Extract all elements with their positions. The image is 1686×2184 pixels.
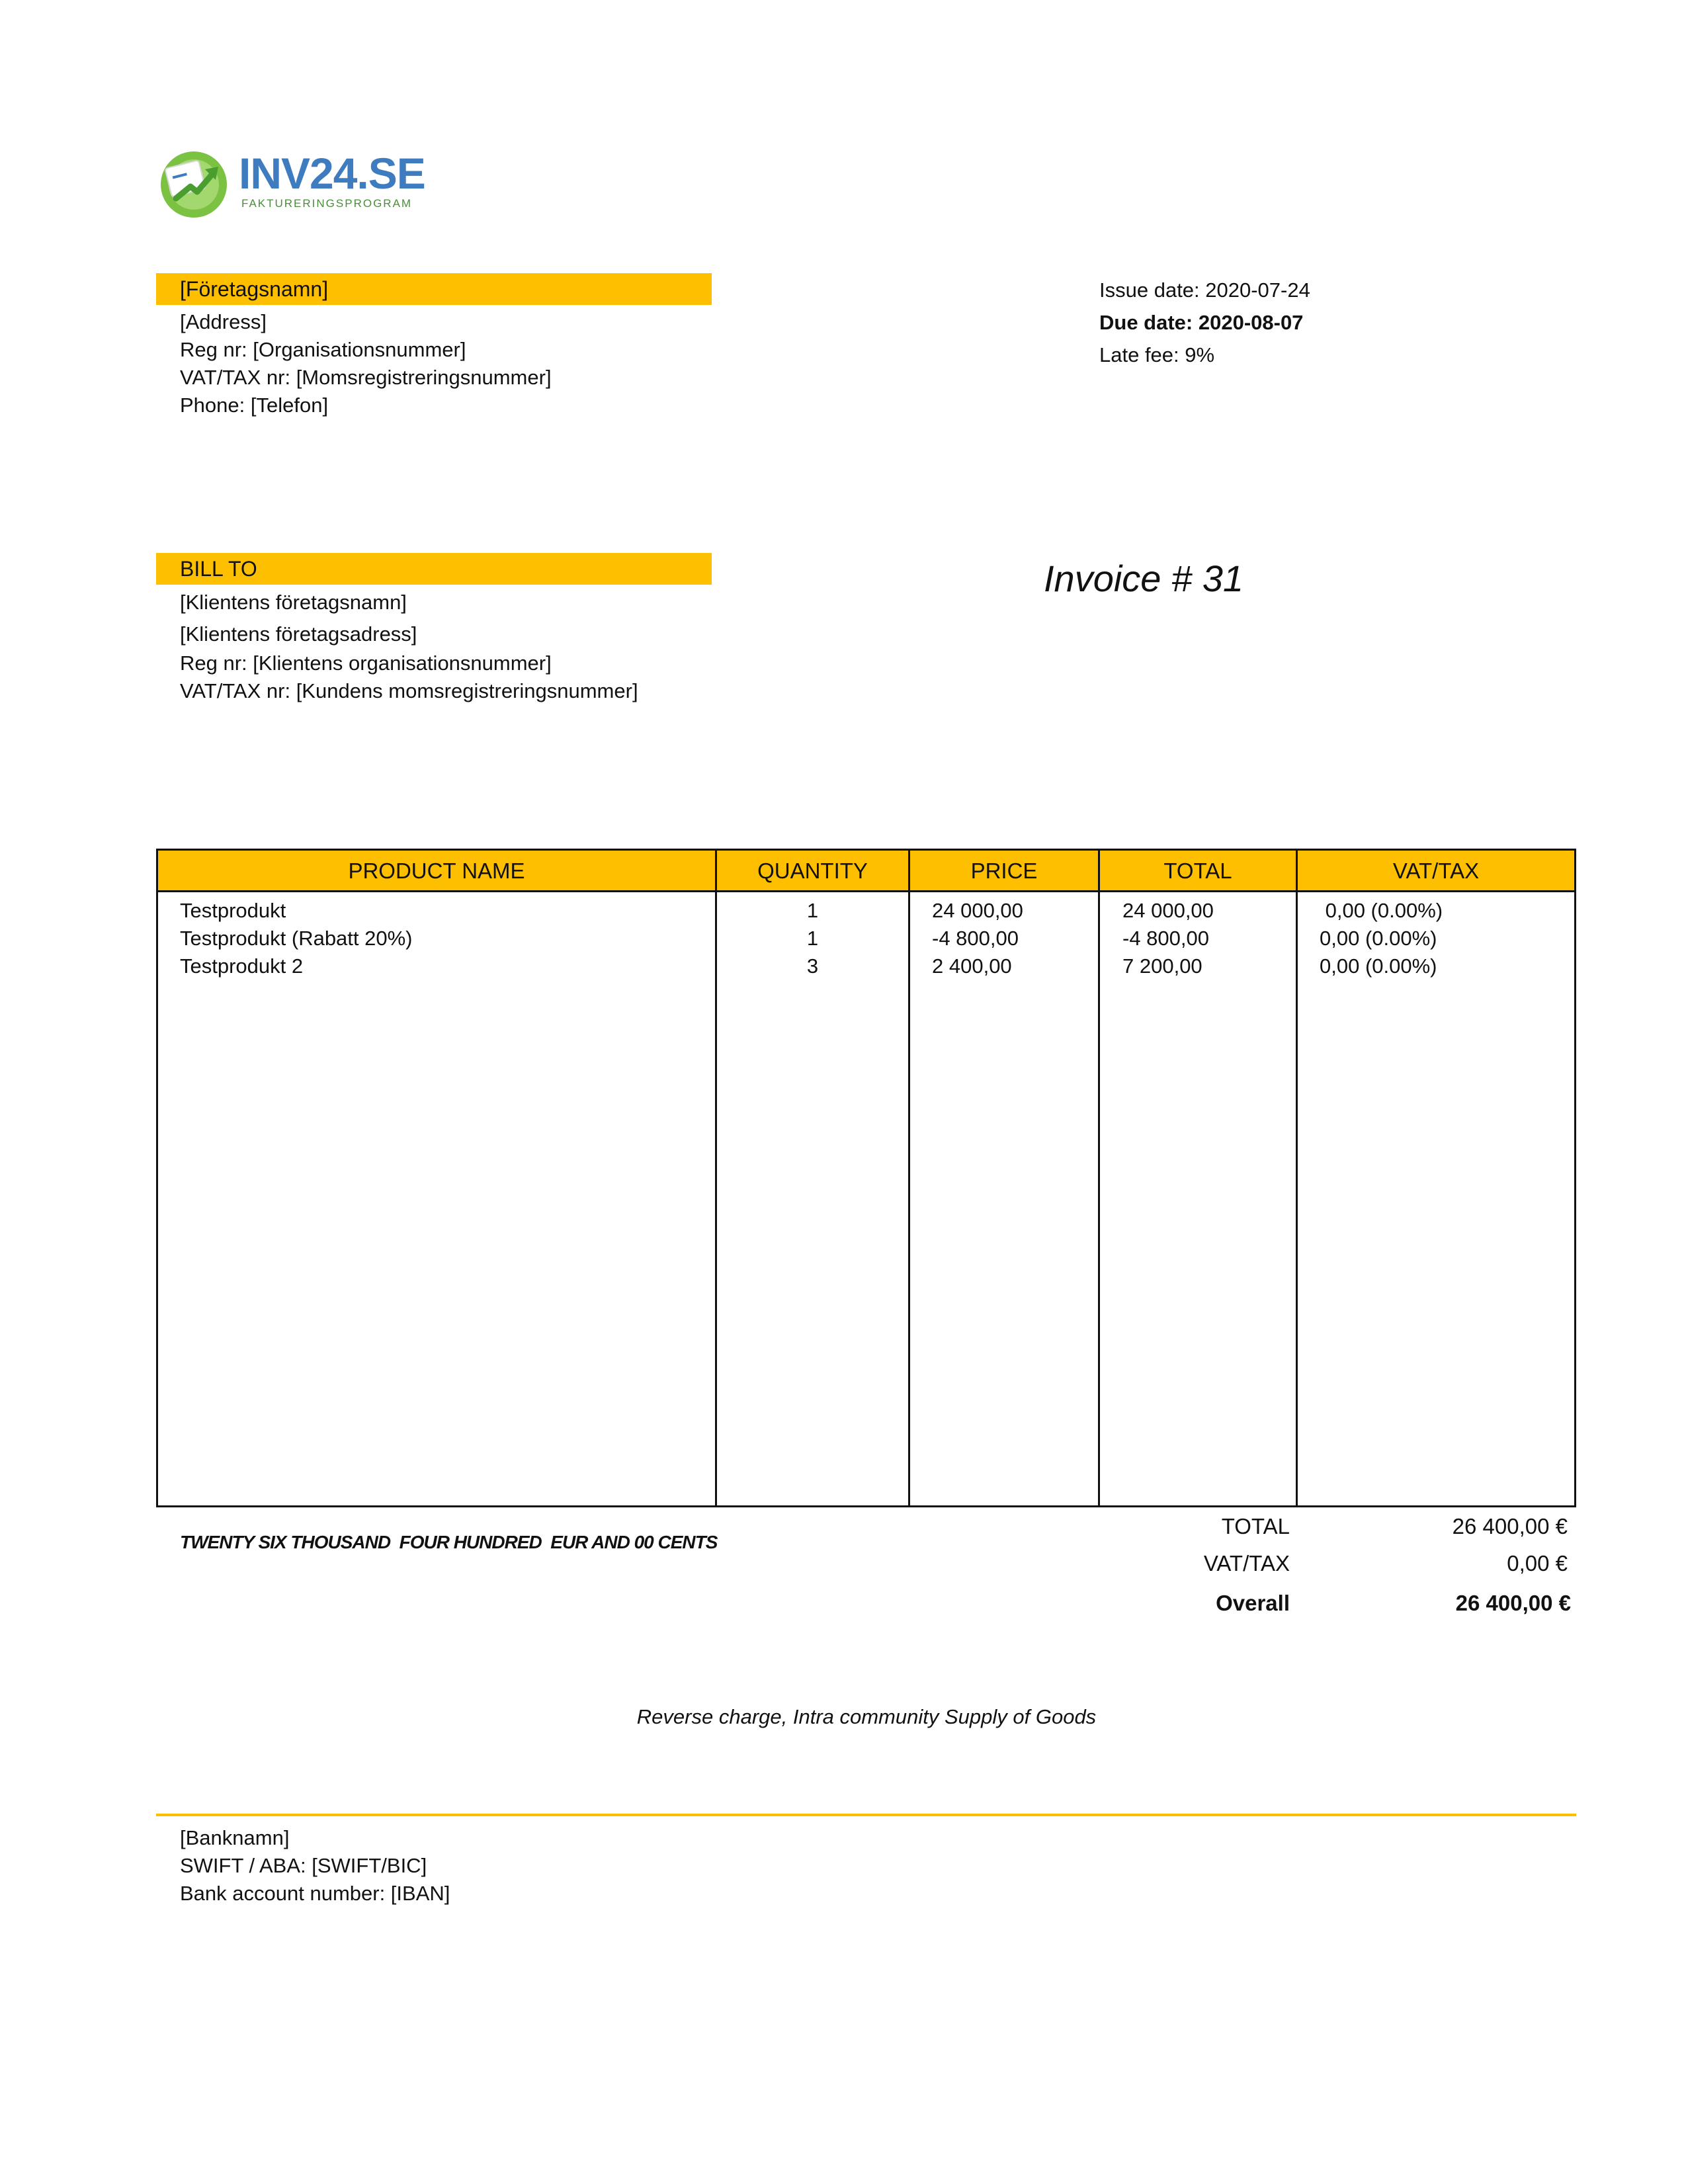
client-company-name: [Klientens företagsnamn] [180,591,407,614]
row-1-price: 24 000,00 [932,899,1023,922]
seller-company-name: [Företagsnamn] [156,273,712,305]
client-address: [Klientens företagsadress] [180,622,417,646]
row-1-product-name: Testprodukt [180,899,286,922]
bank-account-number: Bank account number: [IBAN] [180,1882,450,1905]
bank-name: [Banknamn] [180,1826,290,1849]
row-3-total: 7 200,00 [1122,954,1202,978]
issue-date: Issue date: 2020-07-24 [1099,278,1310,302]
seller-reg-number: Reg nr: [Organisationsnummer] [180,338,466,361]
row-2-product-name: Testprodukt (Rabatt 20%) [180,927,413,950]
column-divider [908,851,910,1505]
vat-total-label: VAT/TAX [1203,1551,1290,1575]
row-3-price: 2 400,00 [932,954,1012,978]
row-3-product-name: Testprodukt 2 [180,954,304,978]
header-price: PRICE [970,859,1038,883]
total-value: 26 400,00 € [1452,1514,1568,1538]
logo-tagline: FAKTURERINGSPROGRAM [241,197,413,210]
seller-address: [Address] [180,310,267,333]
row-2-quantity: 1 [806,927,819,950]
row-3-vat: 0,00 (0.00%) [1320,954,1437,978]
seller-vat-number: VAT/TAX nr: [Momsregistreringsnummer] [180,366,552,389]
row-1-total: 24 000,00 [1122,899,1214,922]
overall-value: 26 400,00 € [1455,1591,1571,1615]
row-1-vat: 0,00 (0.00%) [1320,899,1443,922]
seller-phone: Phone: [Telefon] [180,394,329,417]
header-vat-tax: VAT/TAX [1392,859,1480,883]
header-quantity: QUANTITY [757,859,868,883]
invoice-number-title: Invoice # 31 [1044,558,1243,599]
vat-total-value: 0,00 € [1507,1551,1568,1575]
bank-swift: SWIFT / ABA: [SWIFT/BIC] [180,1854,427,1877]
footer-divider [156,1814,1576,1816]
reverse-charge-note: Reverse charge, Intra community Supply of Goods [636,1705,1097,1728]
total-label: TOTAL [1221,1514,1290,1538]
row-3-quantity: 3 [806,954,819,978]
company-logo [157,147,425,220]
items-table [156,849,1576,1507]
row-1-quantity: 1 [806,899,819,922]
items-table-header [158,851,1574,892]
column-divider [1098,851,1100,1505]
row-2-vat: 0,00 (0.00%) [1320,927,1437,950]
bill-to-heading: BILL TO [156,553,712,585]
row-2-price: -4 800,00 [932,927,1019,950]
row-2-total: -4 800,00 [1122,927,1209,950]
logo-name: INV24.SE [239,149,425,198]
overall-label: Overall [1216,1591,1290,1615]
header-product-name: PRODUCT NAME [348,859,525,883]
logo-chart-arrow-icon [157,147,230,220]
client-reg-number: Reg nr: [Klientens organisationsnummer] [180,651,552,675]
amount-in-words: TWENTY SIX THOUSAND FOUR HUNDRED EUR AND 00 CENTS [180,1532,718,1552]
header-total: TOTAL [1163,859,1232,883]
due-date: Due date: 2020-08-07 [1099,311,1304,334]
client-vat-number: VAT/TAX nr: [Kundens momsregistreringsnummer] [180,679,638,702]
late-fee: Late fee: 9% [1099,343,1215,366]
column-divider [1296,851,1298,1505]
